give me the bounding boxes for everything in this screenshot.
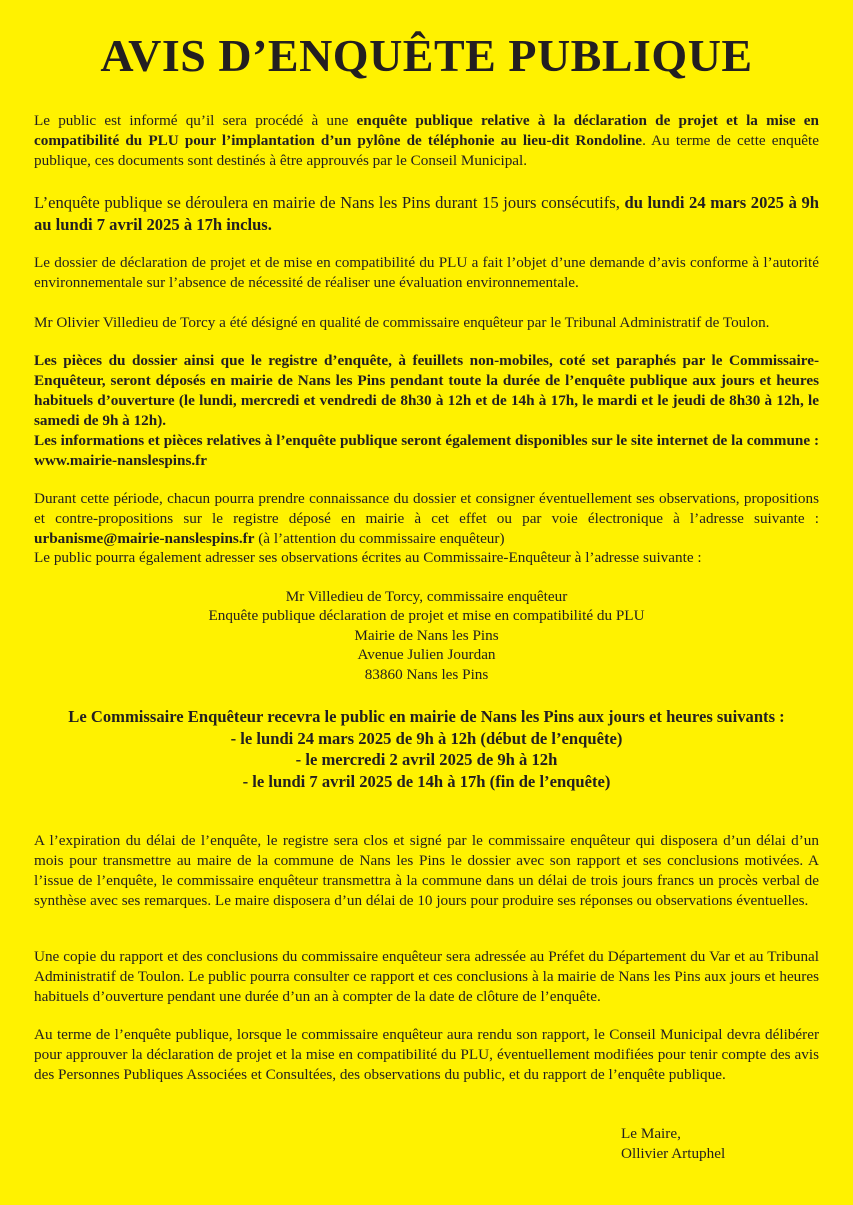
dates-paragraph: L’enquête publique se déroulera en mairie de Nans les Pins durant 15 jours consécutifs, du lundi 24 mars 2025 à 9h au lundi 7 avril 2025 à 17h inclus. (34, 193, 819, 234)
documents-paragraph: Les pièces du dossier ainsi que le registre d’enquête, à feuillets non-mobiles, coté set paraphés par le Commissaire-Enquêteur, seront déposés en mairie de Nans les Pins pendant toute la durée de l’enquête publique aux jours et heures habituels d’ouverture (le lundi, mercredi et vendredi de 8h30 à 12h et de 14h à 17h, le mardi et le jeudi de 8h30 à 12h, le samedi de 9h à 12h). (34, 352, 819, 429)
schedule-item: - le lundi 7 avril 2025 de 14h à 17h (fin de l’enquête) (242, 772, 611, 791)
notice-title: AVIS D’ENQUÊTE PUBLIQUE (100, 30, 753, 81)
report-paragraph: Une copie du rapport et des conclusions du commissaire enquêteur sera adressée au Préfet du Département du Var et au Tribunal Administratif de Toulon. Le public pourra consulter ce rapport et ces conclusions à la mairie de Nans les Pins aux jours et heures habituels d’ouverture pendant une durée d’un an à compter de la date de clôture de l’enquête. (34, 948, 819, 1005)
schedule-item: - le mercredi 2 avril 2025 de 9h à 12h (295, 750, 558, 769)
email-address[interactable]: urbanisme@mairie-nanslespins.fr (34, 530, 255, 547)
address-line: Avenue Julien Jourdan (357, 646, 496, 663)
address-line: Mairie de Nans les Pins (354, 627, 499, 644)
signature-name: Ollivier Artuphel (621, 1145, 726, 1162)
postal-paragraph: Le public pourra également adresser ses observations écrites au Commissaire-Enquêteur à l’adresse suivante : (34, 549, 702, 566)
address-line: Mr Villedieu de Torcy, commissaire enquêteur (285, 588, 568, 605)
website-paragraph: Les informations et pièces relatives à l’enquête publique seront également disponibles sur le site internet de la commune : www.mairie-nanslespins.fr (34, 432, 819, 469)
council-paragraph: Au terme de l’enquête publique, lorsque le commissaire enquêteur aura rendu son rapport, le Conseil Municipal devra délibérer pour approuver la déclaration de projet et la mise en compatibilité du PLU, éventuellement modifiées pour tenir compte des avis des Personnes Publiques Associées et Consultées, des observations du public, et du rapport de l’enquête publique. (34, 1026, 819, 1083)
schedule-item: - le lundi 24 mars 2025 de 9h à 12h (début de l’enquête) (230, 729, 623, 748)
intro-paragraph: Le public est informé qu’il sera procédé à une enquête publique relative à la déclaration de projet et la mise en compatibilité du PLU pour l’implantation d’un pylône de téléphonie au lieu-dit Rondoline. Au terme de cette enquête publique, ces documents sont destinés à être approuvés par le Conseil Municipal. (34, 112, 820, 169)
schedule-heading: Le Commissaire Enquêteur recevra le public en mairie de Nans les Pins aux jours et heures suivants : (68, 707, 785, 726)
signature-role: Le Maire, (621, 1125, 681, 1142)
observations-paragraph: Durant cette période, chacun pourra prendre connaissance du dossier et consigner éventuellement ses observations, propositions et contre-propositions sur le registre déposé en mairie à cet effet ou par voie électronique à l’adresse suivante : urbanisme@mairie-nanslespins.fr (à l’attention du commissaire enquêteur) (34, 490, 819, 547)
address-line: Enquête publique déclaration de projet et mise en compatibilité du PLU (208, 607, 645, 624)
address-line: 83860 Nans les Pins (364, 666, 489, 683)
expiration-paragraph: A l’expiration du délai de l’enquête, le registre sera clos et signé par le commissaire enquêteur qui disposera d’un délai d’un mois pour transmettre au maire de la commune de Nans les Pins le dossier avec son rapport et ses conclusions motivées. A l’issue de l’enquête, le commissaire enquêteur transmettra à la commune dans un délai de trois jours francs un procès verbal de synthèse avec ses remarques. Le maire disposera d’un délai de 10 jours pour produire ses réponses ou observations éventuelles. (34, 832, 819, 909)
environment-paragraph: Le dossier de déclaration de projet et de mise en compatibilité du PLU a fait l’objet d’une demande d’avis conforme à l’autorité environnementale sur l’absence de nécessité de réaliser une évaluation environnementale. (34, 254, 819, 291)
commissioner-paragraph: Mr Olivier Villedieu de Torcy a été désigné en qualité de commissaire enquêteur par le Tribunal Administratif de Toulon. (34, 314, 770, 331)
